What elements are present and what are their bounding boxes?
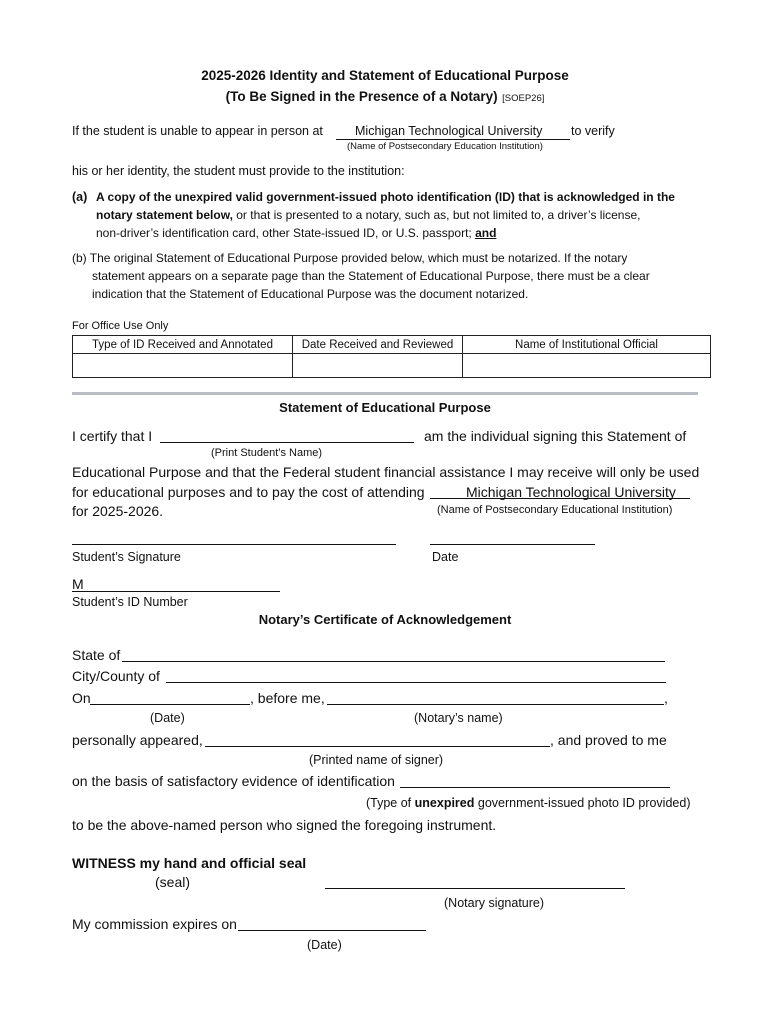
- witness-text: WITNESS my hand and official seal: [72, 855, 307, 871]
- item-a-line3: [96, 226, 496, 240]
- office-use-table: [72, 335, 711, 378]
- item-a-line2: [96, 208, 640, 222]
- id-type-caption-bold: unexpired: [414, 796, 475, 810]
- state-field[interactable]: [122, 661, 665, 662]
- commission-date-field[interactable]: [238, 930, 426, 931]
- certify-suffix: am the individual signing this Statement of: [424, 428, 687, 444]
- county-field[interactable]: [166, 682, 666, 683]
- notary-heading: Notary’s Certificate of Acknowledgement: [258, 612, 512, 627]
- statement-line2: Educational Purpose and that the Federal student financial assistance I may receive will only be used: [72, 464, 700, 480]
- item-a-label: (a): [72, 190, 88, 204]
- personally-appeared-label: personally appeared,: [72, 732, 203, 748]
- student-signature-label: Student’s Signature: [72, 550, 181, 564]
- date-caption: (Date): [150, 711, 185, 725]
- proved-label: , and proved to me: [550, 732, 667, 748]
- student-signature-field[interactable]: [72, 544, 396, 545]
- intro-institution-caption: (Name of Postsecondary Education Institution): [347, 141, 543, 152]
- print-name-field[interactable]: [160, 442, 414, 443]
- item-a-rest: or that is presented to a notary, such as, but not limited to, a driver’s license,: [232, 208, 641, 222]
- commission-label: My commission expires on: [72, 916, 237, 932]
- on-label: On: [72, 690, 91, 706]
- seal-label: (seal): [155, 874, 191, 890]
- student-id-field[interactable]: [72, 591, 280, 592]
- county-label: City/County of: [72, 668, 160, 684]
- commission-date-caption: (Date): [307, 938, 342, 952]
- subtitle-text: (To Be Signed in the Presence of a Notary): [225, 89, 498, 104]
- student-id-prefix: M: [72, 576, 84, 592]
- statement-heading: Statement of Educational Purpose: [279, 400, 491, 415]
- statement-line3: for educational purposes and to pay the cost of attending: [72, 484, 425, 500]
- id-type-field[interactable]: [400, 787, 670, 788]
- notary-date-field[interactable]: [90, 704, 250, 705]
- office-column-header: Date Received and Reviewed: [293, 336, 463, 354]
- id-type-caption-post: government-issued photo ID provided): [474, 796, 691, 810]
- notary-signature-field[interactable]: [325, 888, 625, 889]
- notary-signature-caption: (Notary signature): [444, 896, 545, 910]
- section-divider: [72, 392, 698, 395]
- item-a-and: and: [475, 226, 497, 240]
- before-me-label: , before me,: [250, 690, 325, 706]
- institution-underline: [336, 139, 570, 140]
- notary-name-caption: (Notary’s name): [414, 711, 503, 725]
- item-b-line2: statement appears on a separate page than the Statement of Educational Purpose, there must be a clear: [92, 269, 650, 283]
- print-name-caption: (Print Student’s Name): [211, 447, 323, 459]
- comma: ,: [664, 690, 668, 706]
- office-column-header: Name of Institutional Official: [463, 336, 711, 354]
- item-b-line3: indication that the Statement of Educational Purpose was the document notarized.: [92, 287, 529, 301]
- intro-prefix: If the student is unable to appear in person at: [72, 124, 323, 138]
- printed-name-caption: (Printed name of signer): [309, 753, 444, 767]
- office-cell-date[interactable]: [293, 354, 463, 378]
- office-cell-official[interactable]: [463, 354, 711, 378]
- intro-line2: his or her identity, the student must provide to the institution:: [72, 164, 405, 178]
- student-id-label: Student’s ID Number: [72, 595, 188, 609]
- student-date-field[interactable]: [430, 544, 595, 545]
- id-type-caption-pre: (Type of: [366, 796, 415, 810]
- above-named-text: to be the above-named person who signed the foregoing instrument.: [72, 817, 497, 833]
- office-use-label: For Office Use Only: [72, 320, 169, 332]
- statement-institution: Michigan Technological University: [466, 484, 676, 500]
- item-b-line1: (b) The original Statement of Educational Purpose provided below, which must be notarized. If the notary: [72, 251, 628, 265]
- item-a-line3-text: non-driver’s identification card, other State-issued ID, or U.S. passport;: [96, 226, 472, 240]
- signer-name-field[interactable]: [205, 746, 550, 747]
- item-a-line1: A copy of the unexpired valid government-issued photo identification (ID) that is acknowledged in the: [96, 190, 675, 204]
- statement-year: for 2025-2026.: [72, 503, 164, 519]
- id-type-caption: [366, 796, 690, 810]
- certify-prefix: I certify that I: [72, 428, 153, 444]
- notary-name-field[interactable]: [327, 704, 664, 705]
- document-subtitle: [0, 88, 770, 106]
- form-code: [SOEP26]: [502, 93, 545, 104]
- intro-institution: Michigan Technological University: [355, 124, 543, 138]
- intro-suffix: to verify: [571, 124, 615, 138]
- state-label: State of: [72, 647, 121, 663]
- office-cell-id-type[interactable]: [73, 354, 293, 378]
- item-a-bold: notary statement below,: [96, 208, 233, 222]
- statement-institution-caption: (Name of Postsecondary Educational Institution): [437, 504, 673, 516]
- office-column-header: Type of ID Received and Annotated: [73, 336, 293, 354]
- basis-label: on the basis of satisfactory evidence of identification: [72, 773, 395, 789]
- student-date-label: Date: [432, 550, 459, 564]
- document-title: 2025-2026 Identity and Statement of Educational Purpose: [201, 68, 569, 83]
